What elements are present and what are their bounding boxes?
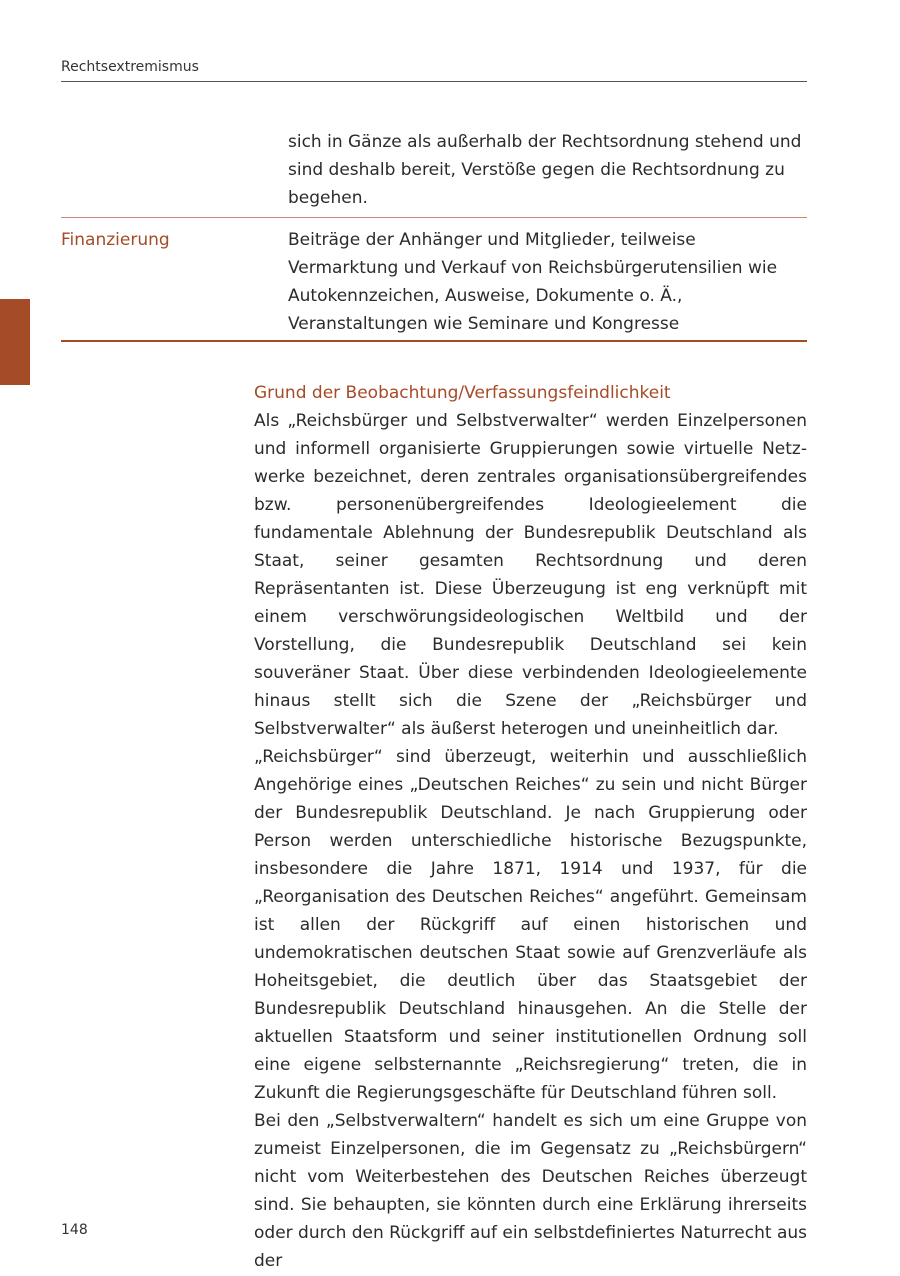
table-continuation-text: sich in Gänze als außerhalb der Rechtsordnung stehend und sind deshalb bereit, Verstöße gegen die Rechtsordnung zu begehen. — [288, 132, 802, 208]
table-bottom-rule — [61, 340, 807, 342]
table-row-label-finanzierung: Finanzierung — [61, 230, 170, 250]
paragraph-1: Als „Reichsbürger und Selbstverwalter“ werden Einzelpersonen und informell organisierte Gruppierungen sowie virtuelle Netzwerke bezeichnet, deren zentrales organisationsübergreifendes bzw. personenübergreifendes Ideologieelement die fundamentale Ablehnung der Bundesrepublik Deutschland als Staat, seiner gesamten Rechtsordnung und deren Repräsentanten ist. Diese Überzeugung ist eng verknüpft mit einem verschwörungsideologischen Weltbild und der Vorstellung, die Bundesrepublik Deutschland sei kein souveräner Staat. Über diese verbindenden Ideologieelemente hinaus stellt sich die Szene der „Reichsbürger und Selbstverwalter“ als äußerst heterogen und uneinheitlich dar. — [254, 411, 807, 739]
paragraph-2: „Reichsbürger“ sind überzeugt, weiterhin und ausschließlich Angehörige eines „Deutschen Reiches“ zu sein und nicht Bürger der Bundesrepublik Deutschland. Je nach Gruppierung oder Person werden unterschiedliche historische Bezugspunkte, insbesondere die Jahre 1871, 1914 und 1937, für die „Reorganisation des Deutschen Reiches“ angeführt. Gemeinsam ist allen der Rückgriff auf einen historischen und undemokratischen deutschen Staat sowie auf Grenzverläufe als Hoheitsgebiet, die deutlich über das Staatsgebiet der Bundesrepublik Deutschland hinausgehen. An die Stelle der aktuellen Staatsform und seiner institutionellen Ordnung soll eine eigene selbsternannte „Reichsregierung“ treten, die in Zukunft die Regierungsgeschäfte für Deutschland führen soll. — [254, 747, 807, 1103]
table-row-divider — [61, 217, 807, 218]
section-body — [254, 379, 807, 1275]
table-row-value-finanzierung: Beiträge der Anhänger und Mitglieder, teilweise Vermarktung und Verkauf von Reichsbürgerutensilien wie Autokennzeichen, Ausweise, Dokumente o. Ä., Veranstaltungen wie Seminare und Kongresse — [288, 230, 778, 334]
running-header: Rechtsextremismus — [61, 59, 199, 75]
header-divider — [61, 81, 807, 82]
page-number: 148 — [61, 1222, 88, 1238]
section-heading: Grund der Beobachtung/Verfassungsfeindlichkeit — [254, 383, 671, 403]
paragraph-3: Bei den „Selbstverwaltern“ handelt es sich um eine Gruppe von zumeist Einzelpersonen, die im Gegensatz zu „Reichsbürgern“ nicht vom Weiterbestehen des Deutschen Reiches überzeugt sind. Sie behaupten, sie könnten durch eine Erklärung ihrerseits oder durch den Rückgriff auf ein selbstdefiniertes Naturrecht aus der — [254, 1111, 807, 1271]
chapter-tab-marker — [0, 299, 30, 385]
